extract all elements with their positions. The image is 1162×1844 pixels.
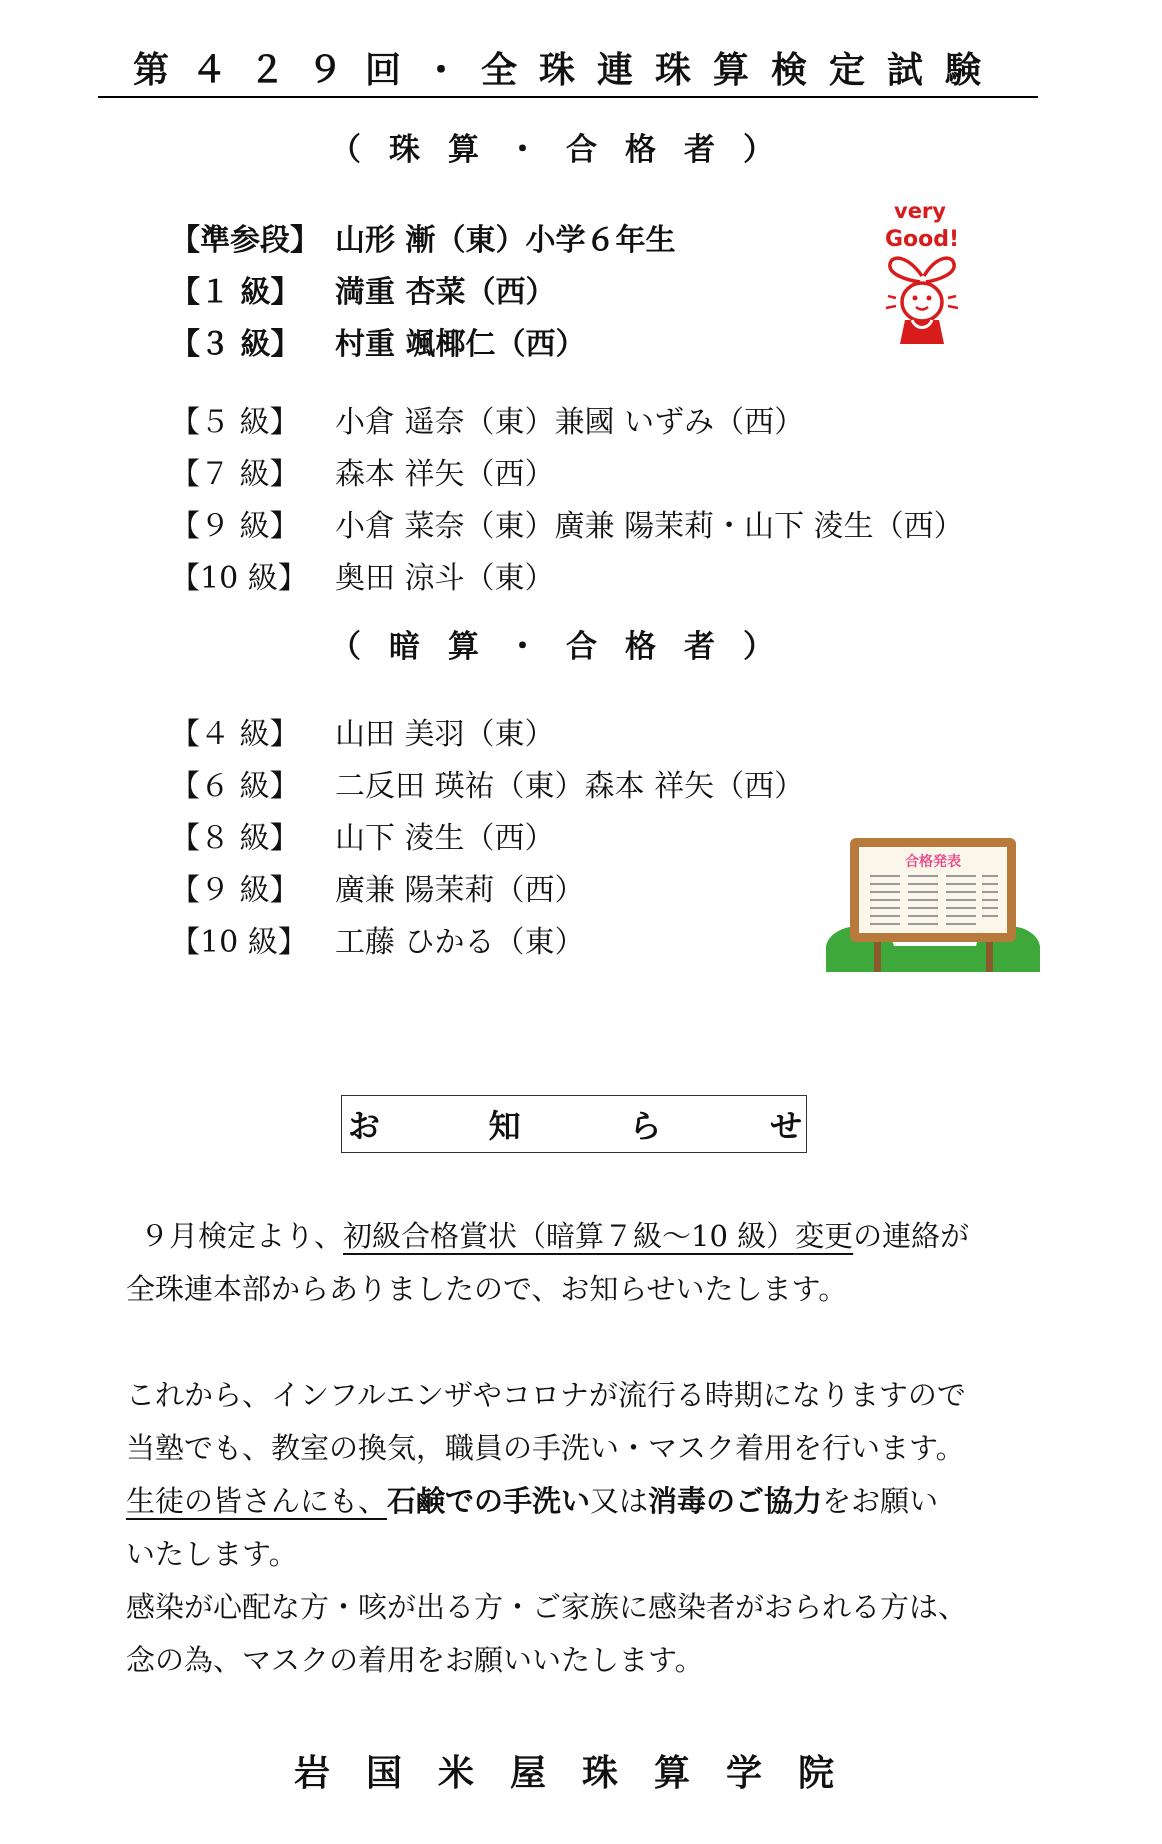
grade-label: 【10 級】 <box>170 561 308 596</box>
notice-char: ら <box>629 1107 662 1145</box>
passer-names: 工藤 ひかる（東） <box>335 925 585 960</box>
notice-line: 念の為、マスクの着用をお願いいたします。 <box>126 1643 704 1677</box>
notice-bold-text: 石鹸での手洗い <box>387 1484 591 1518</box>
notice-line: これから、インフルエンザやコロナが流行る時期になりますので <box>126 1378 966 1412</box>
notice-char: せ <box>769 1107 802 1145</box>
passer-names: 小倉 遥奈（東）兼國 いずみ（西） <box>335 405 805 440</box>
grade-label: 【５ 級】 <box>170 405 300 440</box>
notice-line <box>126 1475 1046 1528</box>
soroban-row <box>170 556 555 602</box>
grade-label: 【３ 級】 <box>170 327 301 362</box>
notice-text: 又は <box>590 1484 649 1518</box>
anzan-row <box>170 920 585 966</box>
anzan-heading: （暗算・合格者） <box>330 629 802 665</box>
sticker-text-good: Good! <box>884 227 960 252</box>
notice-char: 知 <box>488 1107 521 1145</box>
soroban-row <box>170 400 804 446</box>
notice-text: ９月検定より、 <box>140 1219 344 1253</box>
notice-underlined-text: 生徒の皆さんにも、 <box>126 1484 388 1518</box>
passer-names: 村重 颯椰仁（西） <box>335 327 586 362</box>
notice-line <box>126 1210 1060 1263</box>
passer-names: 奥田 涼斗（東） <box>335 561 555 596</box>
grade-label: 【９ 級】 <box>170 873 300 908</box>
passer-names: 二反田 瑛祐（東）森本 祥矢（西） <box>335 769 805 804</box>
grade-label: 【９ 級】 <box>170 509 300 544</box>
soroban-row <box>170 218 675 264</box>
notice-line: 当塾でも、教室の換気，職員の手洗い・マスク着用を行います。 <box>126 1431 965 1465</box>
notice-bold-text: 消毒のご協力 <box>648 1484 823 1518</box>
notice-line: 全珠連本部からありましたので、お知らせいたします。 <box>126 1272 848 1306</box>
passer-names: 廣兼 陽茉莉（西） <box>335 873 585 908</box>
passer-names: 山田 美羽（東） <box>335 717 555 752</box>
passer-names: 満重 杏菜（西） <box>335 275 556 310</box>
result-board-icon <box>826 836 1040 972</box>
grade-label: 【10 級】 <box>170 925 308 960</box>
notice-underlined-text: 初級合格賞状（暗算７級～10 級）変更 <box>343 1219 854 1253</box>
notice-text: の連絡が <box>853 1219 970 1253</box>
soroban-row <box>170 452 555 498</box>
passer-names: 山形 漸（東）小学６年生 <box>335 223 676 258</box>
passer-names: 山下 淩生（西） <box>335 821 555 856</box>
grade-label: 【４ 級】 <box>170 717 300 752</box>
anzan-row <box>170 712 555 758</box>
passer-names: 小倉 菜奈（東）廣兼 陽茉莉・山下 淩生（西） <box>335 509 964 544</box>
soroban-row <box>170 270 555 316</box>
grade-label: 【１ 級】 <box>170 275 301 310</box>
anzan-row <box>170 816 555 862</box>
soroban-heading: （珠算・合格者） <box>330 132 802 168</box>
passer-names: 森本 祥矢（西） <box>335 457 555 492</box>
grade-label: 【準参段】 <box>170 223 320 258</box>
notice-line: いたします。 <box>126 1537 298 1571</box>
board-title: 合格発表 <box>905 854 961 870</box>
notice-char: お <box>348 1107 381 1145</box>
soroban-row <box>170 322 585 368</box>
exam-title: 第４２９回・全珠連珠算検定試験 <box>98 44 1038 98</box>
grade-label: 【６ 級】 <box>170 769 300 804</box>
soroban-row <box>170 504 964 550</box>
school-name: 岩国米屋珠算学院 <box>294 1752 871 1794</box>
notice-text: をお願い <box>822 1484 939 1518</box>
anzan-row <box>170 868 585 914</box>
grade-label: 【８ 級】 <box>170 821 300 856</box>
sticker-text-very: very <box>894 199 946 223</box>
anzan-row <box>170 764 804 810</box>
very-good-sticker-icon <box>872 198 972 358</box>
notice-line: 感染が心配な方・咳が出る方・ご家族に感染者がおられる方は、 <box>126 1590 968 1624</box>
grade-label: 【７ 級】 <box>170 457 300 492</box>
notice-heading-box <box>341 1095 807 1153</box>
